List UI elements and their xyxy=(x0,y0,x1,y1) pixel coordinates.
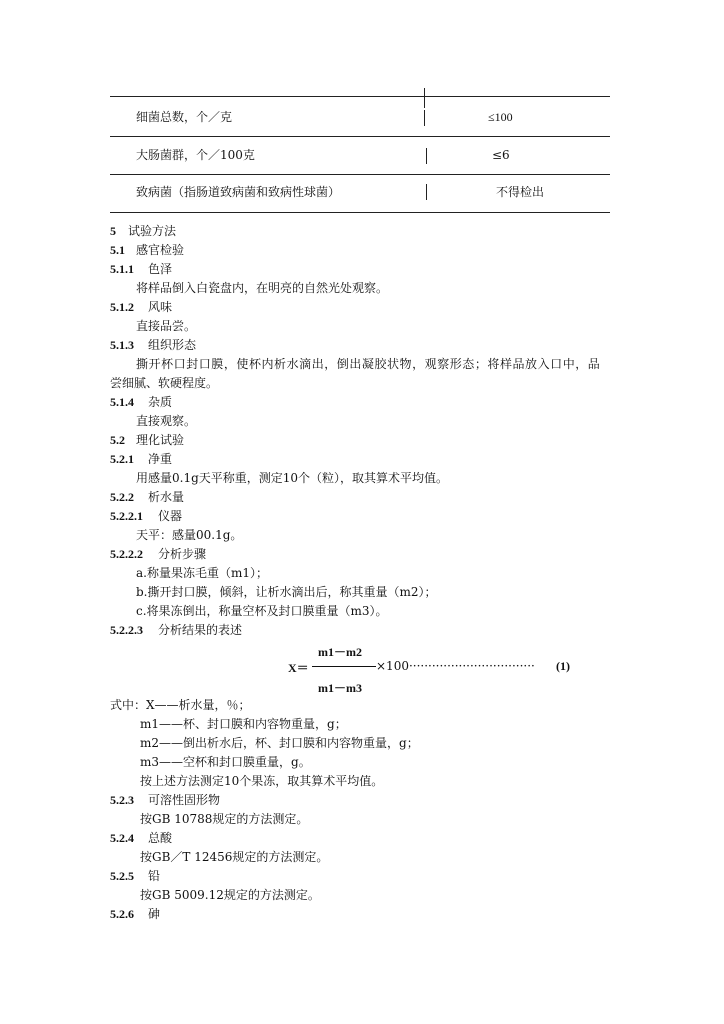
formula-legend: 式中：X——析水量，％； xyxy=(110,698,251,712)
section-heading: 5.2.5 铅 xyxy=(110,869,161,883)
paragraph: 按上述方法测定10个果冻，取其算术平均值。 xyxy=(140,774,384,788)
section-heading: 5.2.2 析水量 xyxy=(110,490,185,504)
table-cell-value: ≤6 xyxy=(492,148,510,162)
table-cell-item: 细菌总数，个／克 xyxy=(136,110,233,124)
section-heading: 5 试验方法 xyxy=(110,224,177,238)
section-heading: 5.1.3 组织形态 xyxy=(110,338,197,352)
table-cell-value: ≤100 xyxy=(488,110,513,124)
table-cell-value: 不得检出 xyxy=(496,185,545,199)
table-column-divider xyxy=(426,148,427,164)
equation-number: (1) xyxy=(556,659,570,673)
paragraph: 天平：感量00.1g。 xyxy=(136,528,243,542)
table-column-divider xyxy=(424,88,425,108)
paragraph: 将样品倒入白瓷盘内，在明亮的自然光处观察。 xyxy=(136,281,389,295)
section-heading: 5.1.1 色泽 xyxy=(110,262,173,276)
section-heading: 5.2.2.2 分析步骤 xyxy=(110,547,207,561)
formula-legend: m3——空杯和封口膜重量，g。 xyxy=(140,755,311,769)
table-rule xyxy=(110,136,610,137)
formula-legend: m2——倒出析水后，杯、封口膜和内容物重量，g； xyxy=(140,736,419,750)
section-heading: 5.1 感官检验 xyxy=(110,243,185,257)
table-cell-item: 大肠菌群，个／100克 xyxy=(136,148,255,162)
section-heading: 5.2.4 总酸 xyxy=(110,831,173,845)
table-rule xyxy=(110,174,610,175)
table-bottom-rule xyxy=(110,212,610,213)
formula-denominator: m1－m3 xyxy=(318,681,362,695)
formula-numerator: m1－m2 xyxy=(318,645,362,659)
table-top-rule xyxy=(110,96,610,97)
section-heading: 5.2.3 可溶性固形物 xyxy=(110,793,221,807)
section-heading: 5.2.6 砷 xyxy=(110,907,161,921)
paragraph: 按GB 5009.12规定的方法测定。 xyxy=(140,888,320,902)
paragraph: 尝细腻、软硬程度。 xyxy=(110,376,219,390)
fraction-bar xyxy=(312,666,376,667)
paragraph: 按GB／T 12456规定的方法测定。 xyxy=(140,850,329,864)
table-column-divider xyxy=(424,110,425,126)
section-heading: 5.2 理化试验 xyxy=(110,433,185,447)
paragraph: 直接品尝。 xyxy=(136,319,197,333)
section-heading: 5.2.2.3 分析结果的表述 xyxy=(110,623,243,637)
section-heading: 5.2.2.1 仪器 xyxy=(110,509,183,523)
section-heading: 5.2.1 净重 xyxy=(110,452,173,466)
formula-lhs: X＝ xyxy=(288,661,309,675)
paragraph: 按GB 10788规定的方法测定。 xyxy=(140,812,309,826)
formula-legend: m1——杯、封口膜和内容物重量，g； xyxy=(140,717,347,731)
section-heading: 5.1.4 杂质 xyxy=(110,395,173,409)
procedure-step: c.将果冻倒出，称量空杯及封口膜重量（m3）。 xyxy=(136,604,388,618)
procedure-step: b.撕开封口膜，倾斜，让析水滴出后，称其重量（m2）； xyxy=(136,585,437,599)
paragraph: 用感量0.1g天平称重，测定10个（粒），取其算术平均值。 xyxy=(136,471,449,485)
table-cell-item: 致病菌（指肠道致病菌和致病性球菌） xyxy=(136,185,341,199)
table-column-divider xyxy=(426,184,427,200)
procedure-step: a.称量果冻毛重（m1）； xyxy=(136,566,268,580)
section-heading: 5.1.2 风味 xyxy=(110,300,173,314)
paragraph: 撕开杯口封口膜，使杯内析水滴出，倒出凝胶状物，观察形态；将样品放入口中，品 xyxy=(136,357,601,371)
formula-rhs: ×100································· xyxy=(376,659,535,673)
paragraph: 直接观察。 xyxy=(136,414,197,428)
